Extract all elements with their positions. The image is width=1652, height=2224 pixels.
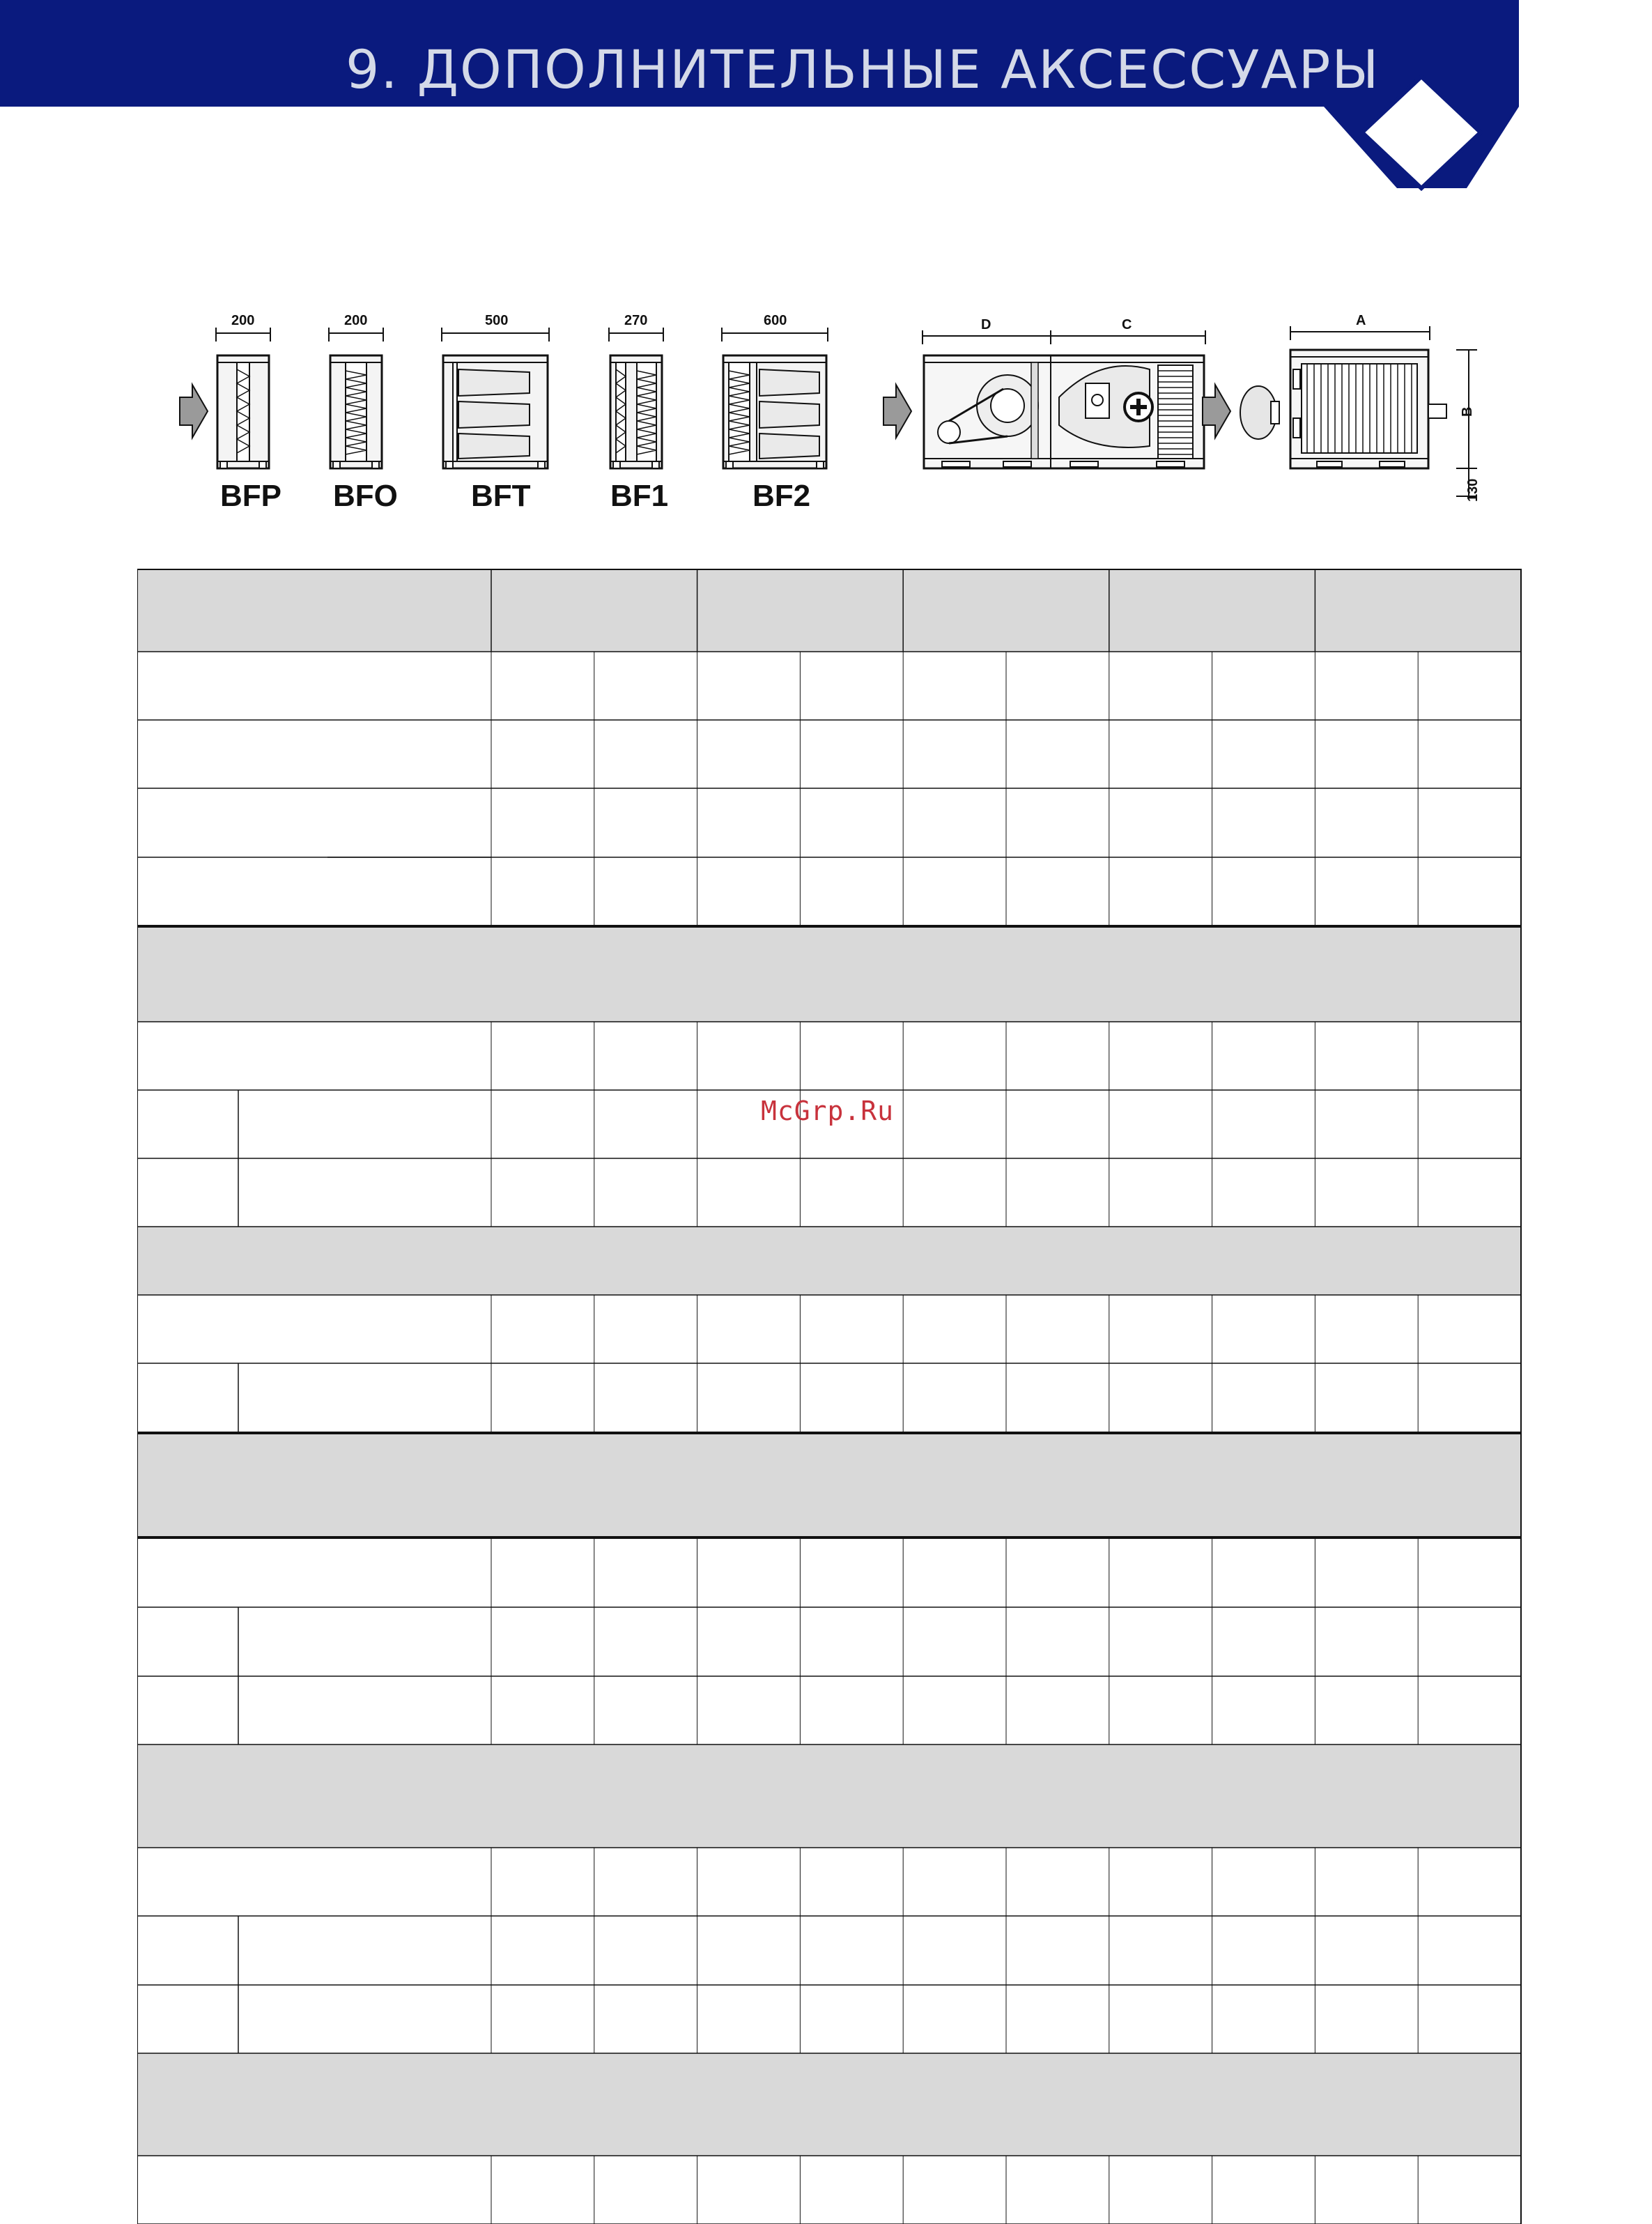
page-title: 9. ДОПОЛНИТЕЛЬНЫЕ АКСЕССУАРЫ (346, 38, 1380, 100)
table-section-row (137, 1227, 1521, 1295)
dimension-b-label: B (1460, 406, 1475, 417)
module-label: BF1 (610, 479, 669, 513)
airflow-arrow-icon (180, 385, 208, 438)
module-bf2 (722, 313, 828, 513)
table-section-row (137, 1433, 1521, 1537)
dimension-d-label: D (981, 317, 991, 332)
watermark: McGrp.Ru (761, 1096, 895, 1126)
dimension-label: 200 (231, 313, 255, 328)
module-label: BFT (471, 479, 531, 513)
dimension-a-label: A (1356, 313, 1366, 328)
dimension-base-label: 130 (1465, 478, 1481, 502)
table-section-row (137, 926, 1521, 1022)
dimension-label: 270 (624, 313, 648, 328)
unit-side-view-diagram (1240, 313, 1481, 502)
white-diamond-logo-icon (1324, 42, 1533, 209)
accessory-diagrams (167, 307, 1505, 523)
dimension-label: 200 (344, 313, 368, 328)
dimension-c-label: C (1122, 317, 1132, 332)
module-label: BFP (220, 479, 281, 513)
module-bft (442, 313, 549, 513)
specification-table (137, 569, 1522, 2224)
dimension-label: 600 (764, 313, 787, 328)
module-bfo (329, 313, 398, 513)
dimension-label: 500 (485, 313, 509, 328)
air-handling-unit-diagram (883, 317, 1230, 468)
module-label: BFO (333, 479, 398, 513)
table-header-row (137, 569, 1521, 652)
table-section-row (137, 2053, 1521, 2156)
module-label: BF2 (752, 479, 811, 513)
table-section-row (137, 1744, 1521, 1848)
module-bf1 (609, 313, 668, 513)
module-bfp (216, 313, 281, 513)
